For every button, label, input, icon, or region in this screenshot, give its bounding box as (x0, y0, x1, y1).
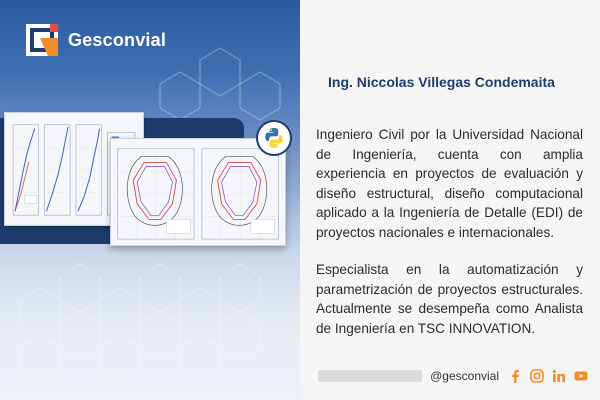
right-panel (300, 0, 600, 400)
facebook-icon[interactable] (508, 369, 522, 383)
profile-bio-paragraph-2: Especialista en la automatización y parametrización de proyectos estructurales. Actualmente se desempeña como Analista de Ingeniería en TSC INNOVATION. (316, 262, 583, 336)
brand[interactable] (26, 24, 166, 56)
profile-bio-paragraph-1: Ingeniero Civil por la Universidad Nacional de Ingeniería, cuenta con amplia experiencia en proyectos de evaluación y diseño estructural, diseño computacional aplicado a la Ingeniería de Detalle (EDI) de proyectos nacionales e internacionales. (316, 127, 583, 240)
instagram-icon[interactable] (530, 369, 544, 383)
brand-name: Gesconvial (68, 29, 167, 50)
footer-bar (318, 370, 422, 382)
social-icons (508, 369, 588, 383)
profile-name: Ing. Niccolas Villegas Condemaita (328, 74, 555, 90)
linkedin-icon[interactable] (552, 369, 566, 383)
social-handle[interactable]: @gesconvial (430, 369, 499, 383)
chart-document-front (110, 138, 286, 246)
python-icon (262, 126, 286, 150)
youtube-icon[interactable] (574, 369, 588, 383)
python-logo-badge (256, 120, 292, 156)
gesconvial-logo-icon (26, 24, 58, 56)
social-footer (318, 369, 588, 383)
